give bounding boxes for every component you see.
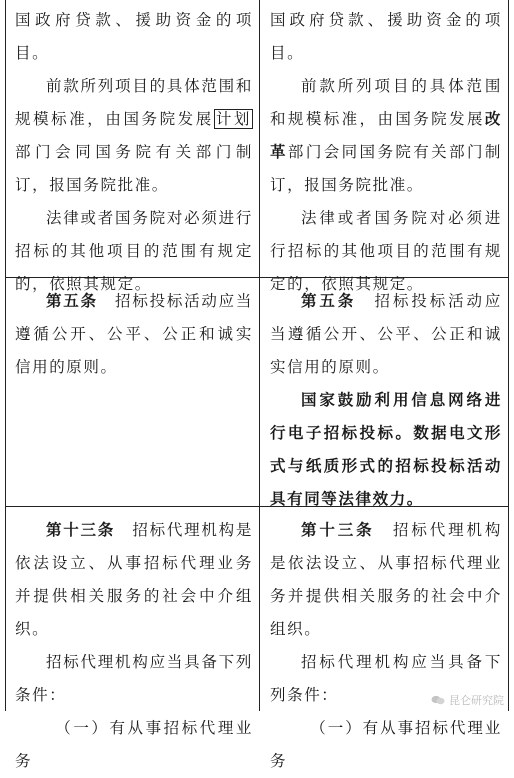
comparison-table (5, 0, 509, 770)
left-cell (6, 278, 259, 506)
column-divider (259, 278, 260, 506)
wechat-icon (431, 695, 445, 705)
table-row (6, 507, 508, 770)
watermark (431, 692, 504, 708)
bold-term: 改革 (270, 110, 502, 161)
paragraph: 法律或者国务院对必须进行招标的其他项目的范围有规定的，依照其规定。 (15, 209, 253, 293)
paragraph (270, 70, 502, 202)
left-cell (6, 507, 259, 770)
right-cell (261, 0, 508, 293)
paragraph (15, 514, 253, 646)
paragraph: （一）有从事招标代理业务 (270, 719, 502, 770)
article-number: 第五条 (301, 292, 357, 310)
paragraph: 招标代理机构应当具备下列条件： (270, 653, 502, 704)
text-span: 前款所列项目的具体范围和规模标准，由国务院发展 (15, 77, 253, 128)
paragraph (15, 70, 253, 202)
paragraph (15, 285, 253, 384)
right-cell (261, 278, 508, 506)
column-divider (259, 0, 260, 277)
text-span: 部门会同国务院有关部门制订，报国务院批准。 (15, 143, 253, 194)
paragraph: 法律或者国务院对必须进行招标的其他项目的范围有规定的，依照其规定。 (270, 209, 502, 293)
watermark-text: 昆仑研究院 (449, 694, 504, 707)
added-paragraph: 国家鼓励利用信息网络进行电子招标投标。数据电文形式与纸质形式的招标投标活动具有同等法律效力。 (270, 391, 502, 508)
table-row (6, 0, 508, 293)
paragraph (270, 514, 502, 646)
text-span: 招标代理机构是依法设立、从事招标代理业务并提供相关服务的社会中介组织。 (270, 521, 502, 638)
paragraph (270, 285, 502, 384)
text-span: 招标投标活动应当遵循公开、公平、公正和诚实信用的原则。 (270, 292, 502, 376)
text-span: 前款所列项目的具体范围和规模标准，由国务院发展 (270, 77, 502, 128)
text-span: 部门会同国务院有关部门制订，报国务院批准。 (270, 143, 503, 194)
paragraph: （一）有从事招标代理业务 (15, 719, 253, 770)
paragraph: 国政府贷款、援助资金的项目。 (270, 11, 502, 62)
left-cell (6, 0, 259, 293)
paragraph: 招标代理机构应当具备下列条件： (15, 653, 253, 704)
paragraph: 国政府贷款、援助资金的项目。 (15, 11, 253, 62)
table-row (6, 278, 508, 507)
boxed-term: 计划 (215, 110, 252, 128)
column-divider (259, 507, 260, 711)
article-number: 第五条 (46, 292, 98, 310)
right-cell (261, 507, 508, 770)
article-number: 第十三条 (301, 521, 375, 539)
article-number: 第十三条 (46, 521, 116, 539)
text-span: 招标代理机构是依法设立、从事招标代理业务并提供相关服务的社会中介组织。 (15, 521, 253, 638)
text-span: 招标投标活动应当遵循公开、公平、公正和诚实信用的原则。 (15, 292, 253, 376)
